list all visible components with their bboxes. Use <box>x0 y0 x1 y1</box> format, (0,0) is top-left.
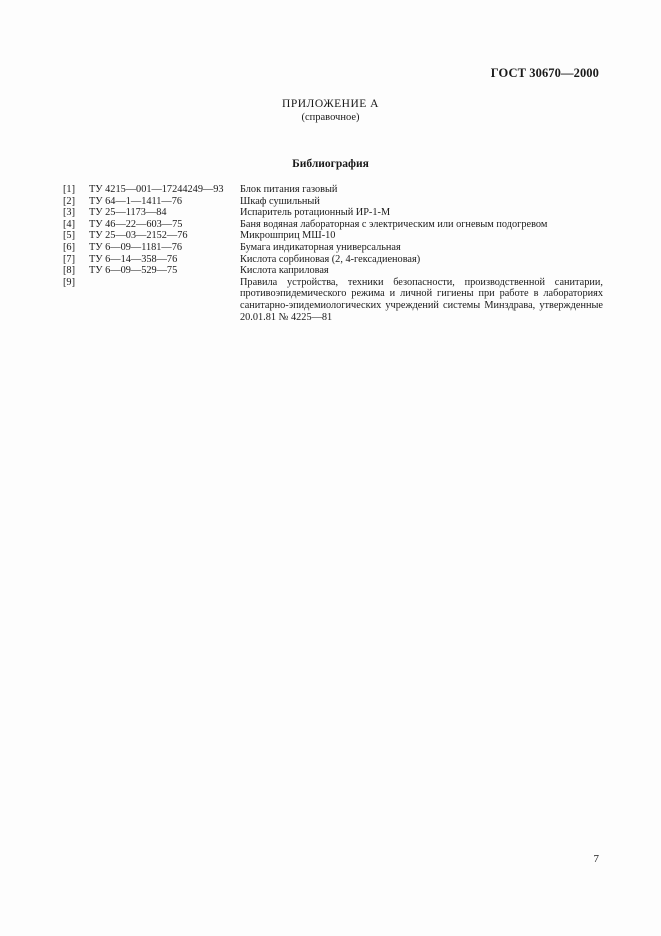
entry-number: [3] <box>63 207 76 219</box>
entry-number: [7] <box>63 253 76 265</box>
entry-code: ТУ 6—09—1181—76 <box>89 241 182 253</box>
entry-title: Кислота сорбиновая (2, 4-гексадиеновая) <box>240 253 421 265</box>
appendix-subtitle: (справочное) <box>301 112 360 123</box>
entry-code: ТУ 46—22—603—75 <box>89 218 183 230</box>
entry-number: [8] <box>63 265 76 277</box>
bibliography-entry <box>63 254 603 266</box>
bibliography-heading: Библиография <box>292 158 369 170</box>
entry-number: [2] <box>63 195 76 207</box>
entry-code: ТУ 25—1173—84 <box>89 207 167 219</box>
bibliography-entry <box>63 242 603 254</box>
entry-title: Шкаф сушильный <box>240 195 320 207</box>
entry-title: Блок питания газовый <box>240 184 338 195</box>
entry-code: ТУ 25—03—2152—76 <box>89 230 188 242</box>
bibliography-entry <box>63 230 603 242</box>
entry-code: ТУ 64—1—1411—76 <box>89 195 182 207</box>
bibliography-list <box>63 184 603 323</box>
entry-title: Баня водяная лабораторная с электрическим или огневым подогревом <box>240 218 548 230</box>
entry-number: [5] <box>63 230 76 242</box>
entry-number: [9] <box>63 276 76 288</box>
bibliography-entry <box>63 196 603 208</box>
entry-title: Правила устройства, техники безопасности, производственной санитарии, противоэпидемического режима и личной гигиены при работе в лабораториях санитарно-эпидемиологических учреждений системы Минздрава, утвержденные 20.01.81 № 4225—81 <box>240 276 603 323</box>
entry-code: ТУ 6—14—358—76 <box>89 253 178 265</box>
bibliography-entry <box>63 184 603 196</box>
entry-title: Бумага индикаторная универсальная <box>240 241 401 253</box>
bibliography-entry <box>63 219 603 231</box>
bibliography-entry <box>63 265 603 277</box>
entry-number: [4] <box>63 218 76 230</box>
entry-number: [1] <box>63 184 76 195</box>
entry-code: ТУ 4215—001—17244249—93 <box>89 184 224 195</box>
page-number: 7 <box>593 853 599 865</box>
document-code: ГОСТ 30670—2000 <box>490 66 599 80</box>
entry-title: Кислота каприловая <box>240 265 329 277</box>
bibliography-entry <box>63 207 603 219</box>
entry-title: Испаритель ротационный ИР-1-М <box>240 207 391 219</box>
bibliography-entry <box>63 277 603 323</box>
entry-title: Микрошприц МШ-10 <box>240 230 336 242</box>
appendix-title: ПРИЛОЖЕНИЕ А <box>282 98 379 110</box>
entry-number: [6] <box>63 241 76 253</box>
entry-code: ТУ 6—09—529—75 <box>89 265 178 277</box>
